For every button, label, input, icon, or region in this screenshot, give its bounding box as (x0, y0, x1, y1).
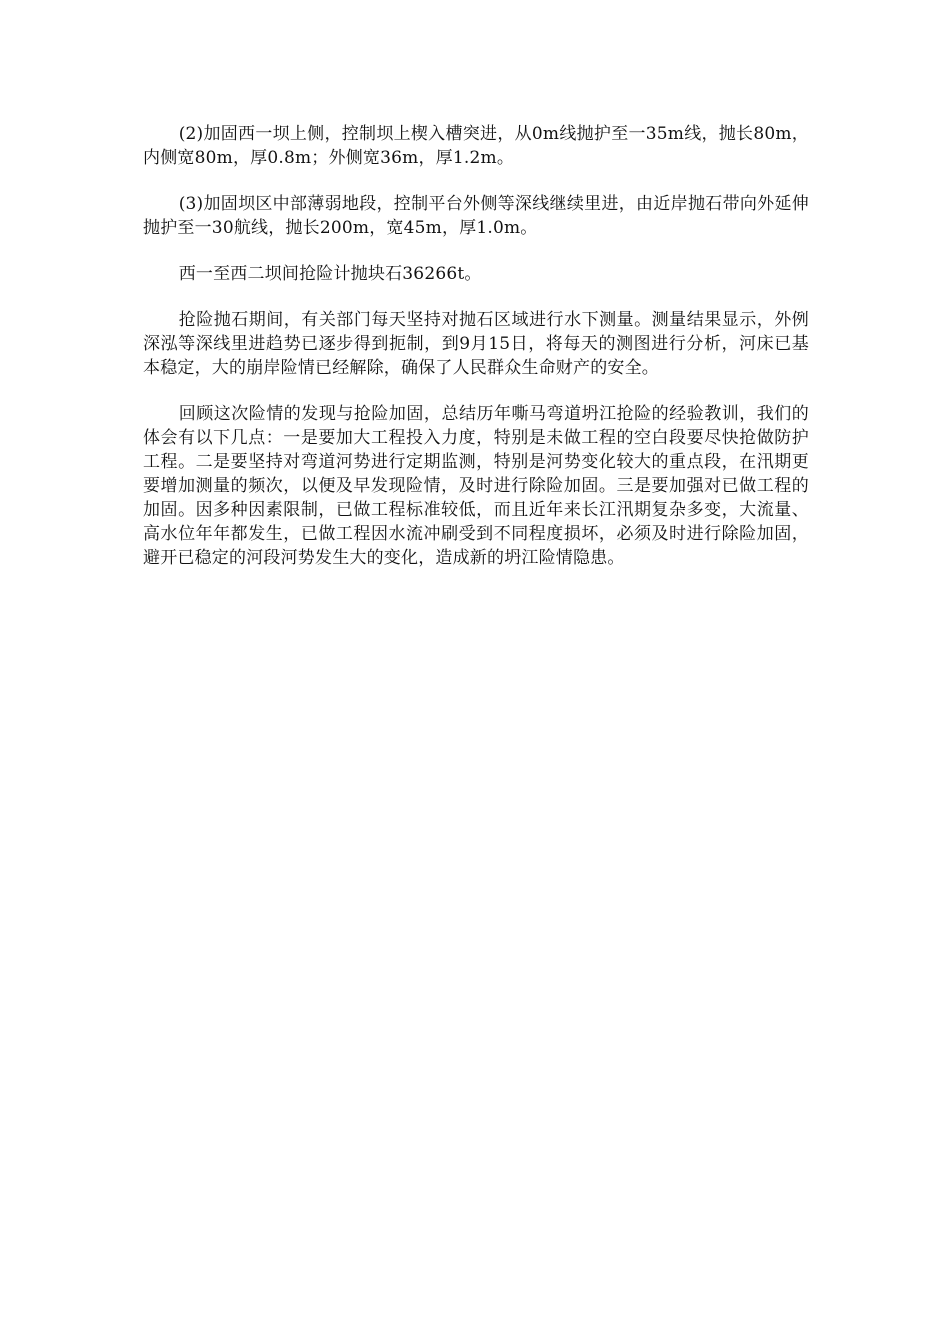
paragraph-reinforce-middle-section: (3)加固坝区中部薄弱地段，控制平台外侧等深线继续里进，由近岸抛石带向外延伸抛护至一30航线，抛长200m，宽45m，厚1.0m。 (143, 194, 809, 238)
paragraph-rock-total: 西一至西二坝间抢险计抛块石36266t。 (178, 264, 482, 284)
paragraph-underwater-survey: 抢险抛石期间，有关部门每天坚持对抛石区域进行水下测量。测量结果显示，外例深泓等深线里进趋势已逐步得到扼制，到9月15日，将每天的测图进行分析，河床已基本稳定，大的崩岸险情已经解除，确保了人民群众生命财产的安全。 (143, 310, 809, 378)
paragraph-reinforce-west-one: (2)加固西一坝上侧，控制坝上楔入槽突进，从0m线抛护至一35m线，抛长80m，内侧宽80m，厚0.8m；外侧宽36m，厚1.2m。 (143, 124, 809, 168)
paragraph-lessons-learned: 回顾这次险情的发现与抢险加固，总结历年嘶马弯道坍江抢险的经验教训，我们的体会有以下几点：一是要加大工程投入力度，特别是未做工程的空白段要尽快抢做防护工程。二是要坚持对弯道河势进行定期监测，特别是河势变化较大的重点段，在汛期更要增加测量的频次，以便及早发现险情，及时进行除险加固。三是要加强对已做工程的加固。因多种因素限制，已做工程标准较低，而且近年来长江汛期复杂多变，大流量、高水位年年都发生，已做工程因水流冲刷受到不同程度损坏，必须及时进行除险加固，避开已稳定的河段河势发生大的变化，造成新的坍江险情隐患。 (143, 404, 809, 568)
document-body (143, 122, 809, 592)
